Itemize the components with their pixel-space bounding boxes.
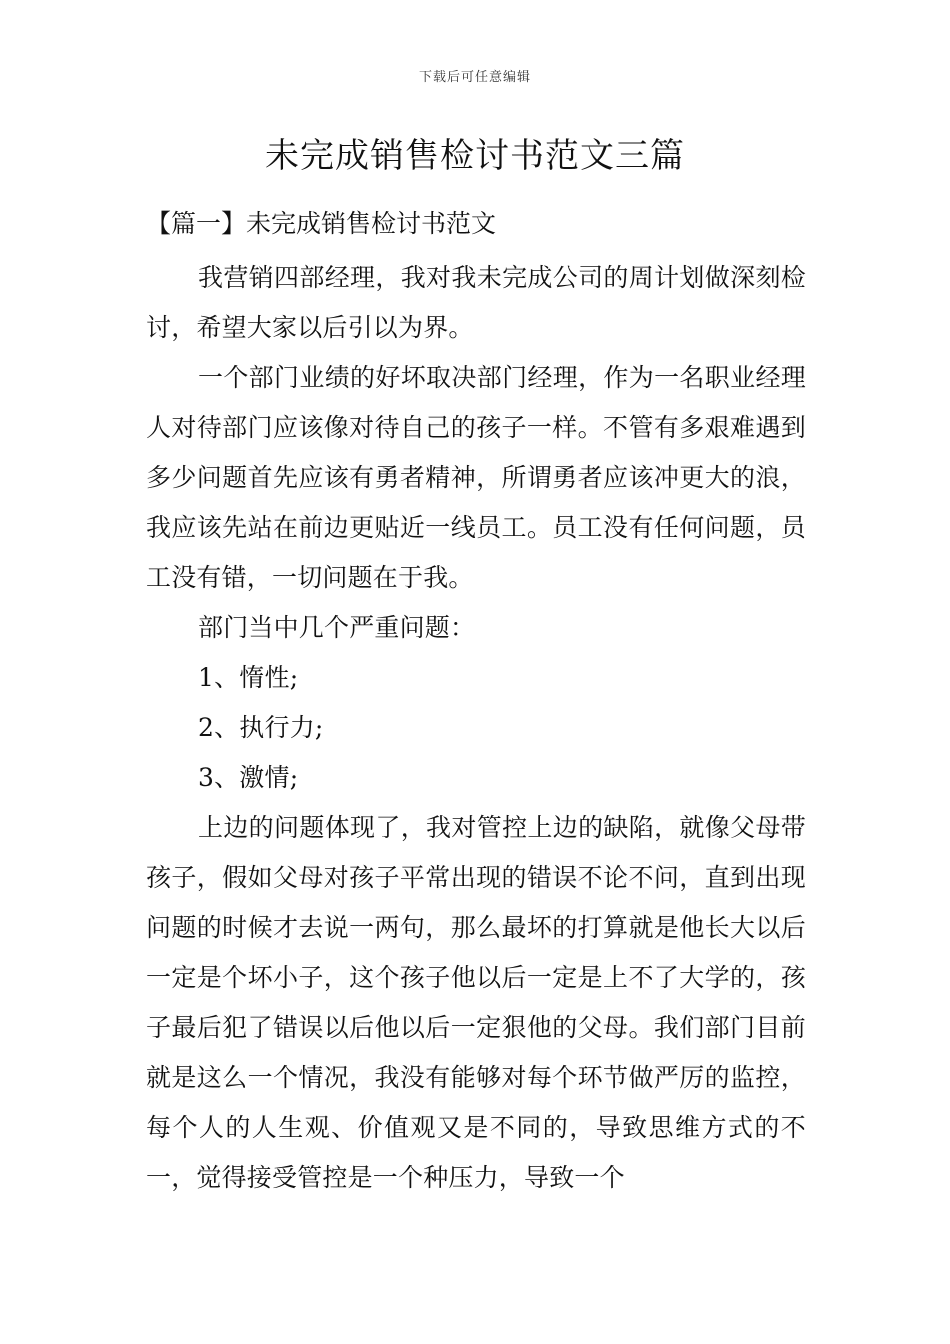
- list-item: 3、激情;: [198, 763, 299, 792]
- paragraph: 上边的问题体现了，我对管控上边的缺陷，就像父母带孩子，假如父母对孩子平常出现的错误不论不问，直到出现问题的时候才去说一两句，那么最坏的打算就是他长大以后一定是个坏小子，这个孩子他以后一定是上不了大学的，孩子最后犯了错误以后他以后一定狠他的父母。我们部门目前就是这么一个情况，我没有能够对每个环节做严厉的监控，每个人的人生观、价值观又是不同的，导致思维方式的不一，觉得接受管控是一个种压力，导致一个: [146, 813, 806, 1192]
- list-item: 2、执行力;: [198, 713, 324, 742]
- section-heading: 【篇一】未完成销售检讨书范文: [146, 209, 497, 238]
- paragraph: 我营销四部经理，我对我未完成公司的周计划做深刻检讨，希望大家以后引以为界。: [146, 263, 806, 342]
- document-title: 未完成销售检讨书范文三篇: [265, 136, 685, 176]
- paragraph: 部门当中几个严重问题：: [198, 613, 476, 642]
- document-body: [146, 253, 806, 1203]
- header-note: 下载后可任意编辑: [418, 70, 531, 85]
- paragraph: 一个部门业绩的好坏取决部门经理，作为一名职业经理人对待部门应该像对待自己的孩子一样。不管有多艰难遇到多少问题首先应该有勇者精神，所谓勇者应该冲更大的浪，我应该先站在前边更贴近一线员工。员工没有任何问题，员工没有错，一切问题在于我。: [146, 363, 806, 592]
- list-item: 1、惰性;: [198, 663, 299, 692]
